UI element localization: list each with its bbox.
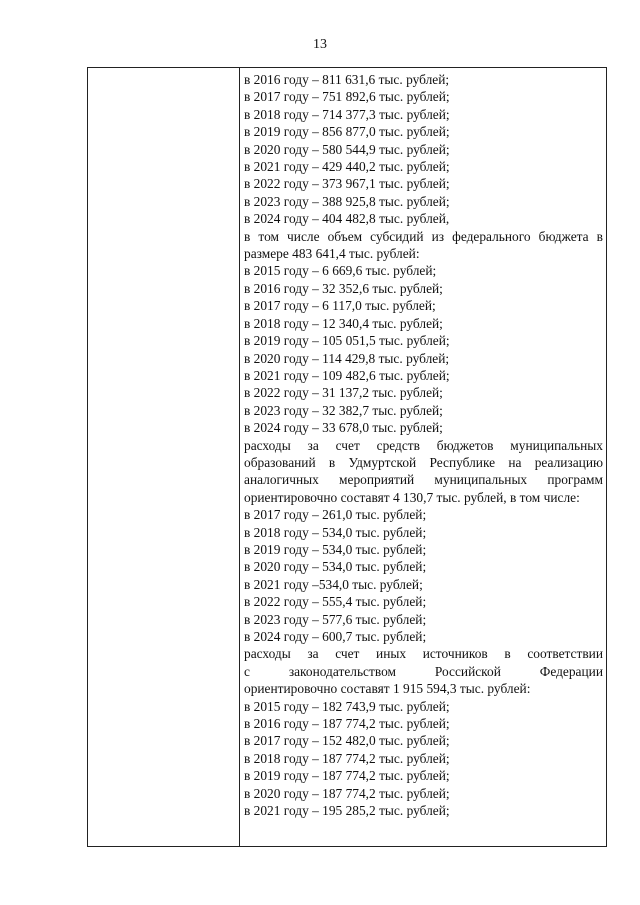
list-item: в 2018 году – 12 340,4 тыс. рублей; [244,315,443,331]
page-number: 13 [313,37,327,52]
list-item: в 2015 году – 182 743,9 тыс. рублей; [244,698,450,714]
paragraph-line: ориентировочно составят 1 915 594,3 тыс. рублей: [244,681,531,697]
list-item: в 2019 году – 534,0 тыс. рублей; [244,541,427,557]
list-item: в 2016 году – 32 352,6 тыс. рублей; [244,280,443,296]
list-item: в 2017 году – 261,0 тыс. рублей; [244,507,427,523]
list-item: в 2022 году – 373 967,1 тыс. рублей; [244,176,450,192]
table-left-column [88,68,240,846]
list-item: в 2024 году – 33 678,0 тыс. рублей; [244,420,443,436]
table-right-column [244,71,603,819]
list-item: в 2021 году – 429 440,2 тыс. рублей; [244,159,450,175]
list-item: в 2018 году – 187 774,2 тыс. рублей; [244,750,450,766]
list-item: в 2023 году – 32 382,7 тыс. рублей; [244,402,443,418]
list-item: в 2016 году – 811 631,6 тыс. рублей; [244,72,450,87]
list-item: в 2018 году – 714 377,3 тыс. рублей; [244,106,450,122]
federal-yearly-list [244,262,603,436]
other-sources-paragraph [244,645,603,697]
list-item: в 2024 году – 404 482,8 тыс. рублей, [244,211,450,227]
list-item: в 2020 году – 187 774,2 тыс. рублей; [244,785,450,801]
budget-table [87,67,607,847]
list-item: в 2017 году – 751 892,6 тыс. рублей; [244,89,450,105]
list-item: в 2019 году – 187 774,2 тыс. рублей; [244,768,450,784]
list-item: в 2021 году – 195 285,2 тыс. рублей; [244,803,450,819]
list-item: в 2016 году – 187 774,2 тыс. рублей; [244,716,450,732]
list-item: в 2022 году – 31 137,2 тыс. рублей; [244,385,443,401]
list-item: в 2021 году –534,0 тыс. рублей; [244,576,423,592]
municipal-expenses-paragraph: расходы за счет средств бюджетов муниципальных образований в Удмуртской Республике на реализацию аналогичных мероприятий муниципальных программ ориентировочно составят 4 130,7 тыс. рублей, в том числе: [244,437,603,505]
paragraph-line: с законодательством Российской Федерации [244,663,603,679]
list-item: в 2015 году – 6 669,6 тыс. рублей; [244,263,437,279]
list-item: в 2020 году – 580 544,9 тыс. рублей; [244,141,450,157]
list-item: в 2021 году – 109 482,6 тыс. рублей; [244,367,450,383]
list-item: в 2017 году – 6 117,0 тыс. рублей; [244,298,436,314]
list-item: в 2022 году – 555,4 тыс. рублей; [244,594,427,610]
list-item: в 2023 году – 577,6 тыс. рублей; [244,611,427,627]
list-item: в 2018 году – 534,0 тыс. рублей; [244,524,427,540]
paragraph-line: расходы за счет иных источников в соответствии [244,646,603,662]
list-item: в 2020 году – 534,0 тыс. рублей; [244,559,427,575]
list-item: в 2019 году – 856 877,0 тыс. рублей; [244,124,450,140]
municipal-yearly-list [244,506,603,645]
regional-yearly-list [244,71,603,228]
list-item: в 2023 году – 388 925,8 тыс. рублей; [244,193,450,209]
list-item: в 2017 году – 152 482,0 тыс. рублей; [244,733,450,749]
list-item: в 2024 году – 600,7 тыс. рублей; [244,629,427,644]
list-item: в 2020 году – 114 429,8 тыс. рублей; [244,350,450,366]
federal-subsidy-paragraph: в том числе объем субсидий из федерального бюджета в размере 483 641,4 тыс. рублей: [244,228,603,262]
other-sources-yearly-list [244,698,603,820]
list-item: в 2019 году – 105 051,5 тыс. рублей; [244,333,450,349]
